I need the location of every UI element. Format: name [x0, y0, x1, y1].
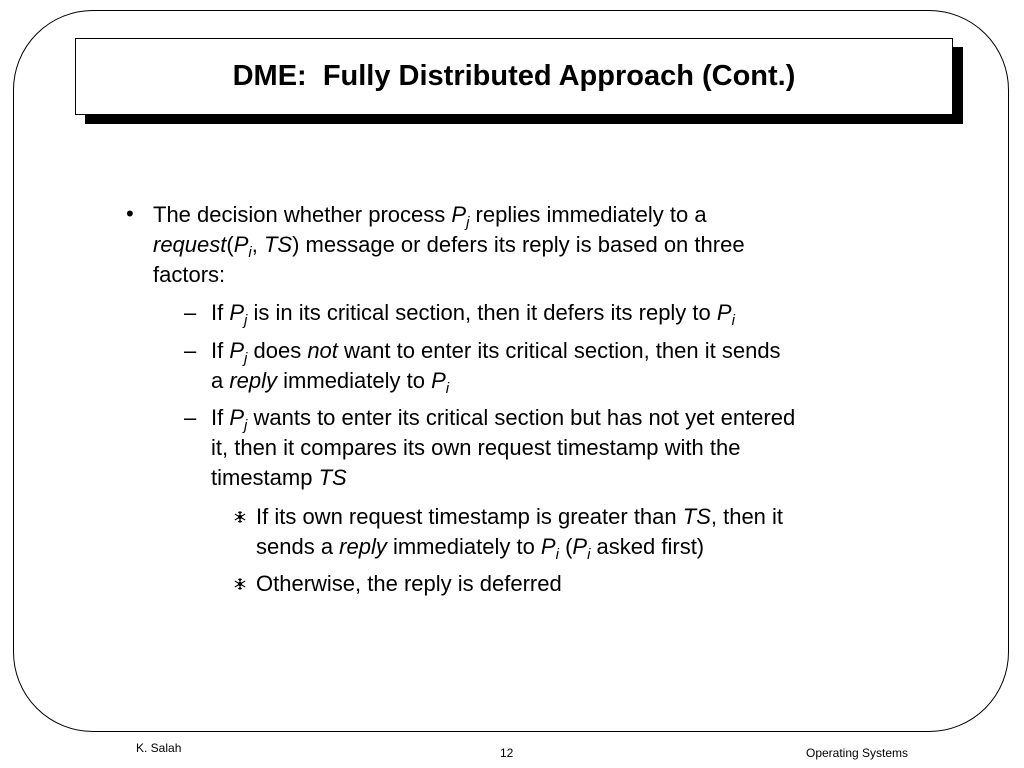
subscript: i	[248, 244, 252, 261]
text: If	[211, 300, 230, 325]
text: is in its critical section, then it defers its reply to	[247, 300, 717, 325]
subscript: i	[445, 380, 450, 397]
reply-term: reply	[339, 534, 387, 559]
process-symbol: P	[229, 405, 245, 430]
text: , then it	[710, 504, 784, 529]
subscript: i	[555, 546, 559, 563]
process-symbol: P	[229, 338, 245, 363]
slide-title: DME: Fully Distributed Approach (Cont.)	[232, 60, 796, 92]
item-2-line-1	[211, 336, 781, 366]
text: want to enter its critical section, then it sends	[337, 338, 781, 363]
subscript: j	[244, 350, 248, 367]
bullet-dot: •	[126, 201, 134, 226]
dash-marker: –	[184, 405, 197, 430]
request-term: request	[153, 232, 227, 257]
text: If	[211, 338, 230, 363]
dash-marker: –	[184, 300, 197, 325]
subitem-1-line-1	[256, 502, 783, 532]
subitem-2-line-1: Otherwise, the reply is deferred	[256, 571, 562, 596]
text: a	[211, 368, 230, 393]
text: The decision whether process	[153, 202, 452, 227]
process-symbol: P	[572, 534, 588, 559]
text: immediately to	[277, 368, 432, 393]
subitem-1-line-2	[256, 532, 704, 562]
bullet-line-1	[153, 200, 707, 230]
subscript: j	[244, 417, 248, 434]
text: sends a	[256, 534, 340, 559]
text: wants to enter its critical section but has not yet entered	[247, 405, 796, 430]
footer-author: K. Salah	[136, 741, 182, 755]
text: timestamp	[211, 465, 319, 490]
footer-course: Operating Systems	[806, 746, 909, 760]
text: ,	[251, 232, 264, 257]
item-3-line-2: it, then it compares its own request timestamp with the	[211, 435, 741, 460]
process-symbol: P	[229, 300, 245, 325]
text: replies immediately to a	[469, 202, 707, 227]
timestamp-symbol: TS	[263, 232, 293, 257]
subscript: i	[587, 546, 591, 563]
subscript: i	[731, 312, 735, 329]
text: If	[211, 405, 230, 430]
text: If its own request timestamp is greater than	[256, 504, 683, 529]
timestamp-symbol: TS	[318, 465, 347, 490]
text: ) message or defers its reply is based on three	[292, 232, 745, 257]
process-symbol: P	[431, 368, 446, 393]
text: (	[226, 232, 234, 257]
process-symbol: P	[716, 300, 732, 325]
emphasis-not: not	[307, 338, 338, 363]
timestamp-symbol: TS	[682, 504, 711, 529]
process-symbol: P	[233, 232, 249, 257]
snowflake-icon	[233, 510, 247, 524]
item-1-line-1	[211, 298, 735, 328]
process-symbol: P	[540, 534, 556, 559]
reply-term: reply	[229, 368, 278, 393]
text: (	[558, 534, 573, 559]
bullet-line-2	[153, 230, 745, 260]
process-symbol: P	[451, 202, 467, 227]
item-2-line-2	[211, 366, 449, 396]
subscript: j	[244, 312, 248, 329]
text: does	[247, 338, 308, 363]
snowflake-icon	[233, 577, 247, 591]
bullet-line-3: factors:	[153, 262, 226, 287]
item-3-line-3	[211, 463, 347, 493]
dash-marker: –	[184, 338, 197, 363]
text: asked first)	[590, 534, 705, 559]
item-3-line-1	[211, 403, 795, 433]
text: immediately to	[386, 534, 541, 559]
footer-page-number: 12	[500, 746, 514, 760]
subscript: j	[466, 214, 470, 231]
